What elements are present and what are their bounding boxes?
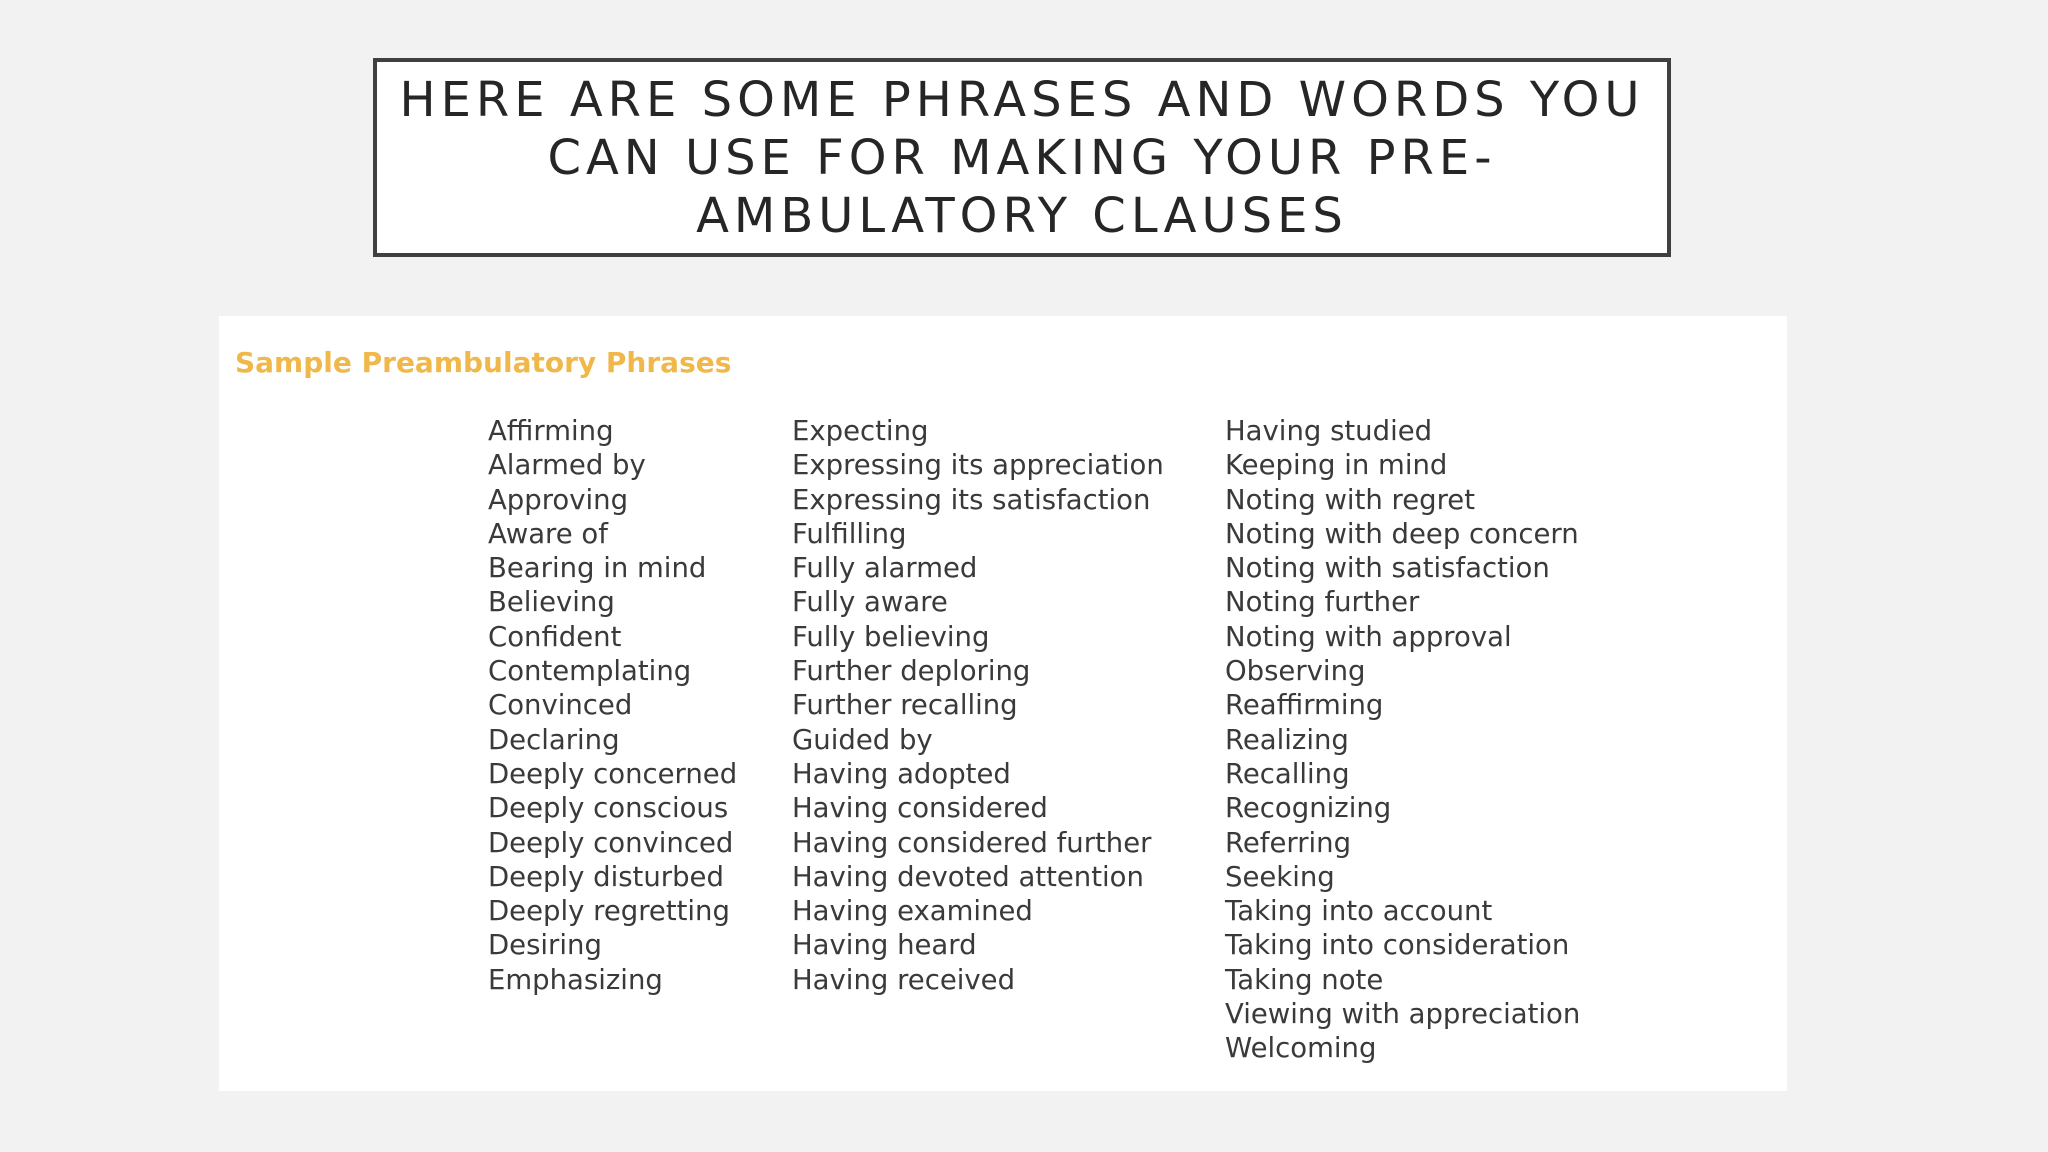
phrase-item: Declaring [488,723,620,756]
phrase-item: Having studied [1225,415,1433,447]
phrase-item: Deeply disturbed [488,860,724,893]
phrase-item: Viewing with appreciation [1225,998,1581,1031]
phrase-item: Expecting [792,415,929,447]
phrase-item: Having examined [792,895,1033,928]
phrase-item: Having considered further [792,826,1152,859]
phrases-image-panel [219,316,1787,1091]
phrase-item: Keeping in mind [1225,449,1448,482]
phrase-item: Realizing [1225,723,1349,756]
phrase-item: Taking into consideration [1225,929,1570,962]
phrase-item: Welcoming [1225,1032,1377,1065]
phrase-item: Noting with deep concern [1225,517,1579,550]
phrase-item: Affirming [488,415,614,447]
phrase-item: Fully aware [792,586,948,619]
phrase-item: Believing [488,586,615,619]
phrase-column-1 [488,414,737,997]
phrase-item: Deeply concerned [488,757,738,790]
phrase-item: Reaffirming [1225,689,1384,722]
phrase-item: Deeply convinced [488,826,734,859]
phrase-item: Having adopted [792,757,1011,790]
phrase-item: Deeply regretting [488,895,730,928]
phrase-item: Alarmed by [488,449,646,482]
phrase-item: Recognizing [1225,792,1392,825]
phrase-item: Emphasizing [488,963,663,996]
phrase-item: Confident [488,620,622,653]
phrase-item: Taking note [1225,963,1384,996]
phrase-item: Convinced [488,689,633,722]
phrase-item: Deeply conscious [488,792,729,825]
phrase-item: Noting further [1225,586,1420,619]
slide-title-box [373,58,1671,257]
phrase-column-3 [1225,414,1580,1066]
phrase-column-2 [792,414,1164,997]
phrase-item: Noting with regret [1225,483,1476,516]
phrase-item: Observing [1225,655,1366,688]
panel-heading: Sample Preambulatory Phrases [235,346,732,379]
phrase-item: Further deploring [792,655,1031,688]
phrase-item: Fully alarmed [792,552,978,585]
phrase-item: Noting with satisfaction [1225,552,1550,585]
phrase-item: Expressing its satisfaction [792,483,1151,516]
phrase-item: Aware of [488,517,608,550]
phrase-item: Contemplating [488,655,692,688]
phrase-item: Bearing in mind [488,552,707,585]
slide-title: HERE ARE SOME PHRASES AND WORDS YOU CAN USE FOR MAKING YOUR PRE-AMBULATORY CLAUSES [399,71,1645,244]
phrase-item: Noting with approval [1225,620,1512,653]
phrase-item: Having received [792,963,1016,996]
phrase-item: Seeking [1225,860,1335,893]
phrase-item: Guided by [792,723,933,756]
phrase-item: Desiring [488,929,602,962]
phrase-item: Recalling [1225,757,1350,790]
phrase-item: Having devoted attention [792,860,1144,893]
phrase-item: Further recalling [792,689,1018,722]
phrase-item: Having considered [792,792,1048,825]
phrase-item: Fully believing [792,620,990,653]
phrase-item: Fulfilling [792,517,907,550]
phrase-item: Having heard [792,929,977,962]
phrase-item: Referring [1225,826,1352,859]
phrase-item: Expressing its appreciation [792,449,1164,482]
phrase-item: Approving [488,483,629,516]
phrase-item: Taking into account [1225,895,1493,928]
